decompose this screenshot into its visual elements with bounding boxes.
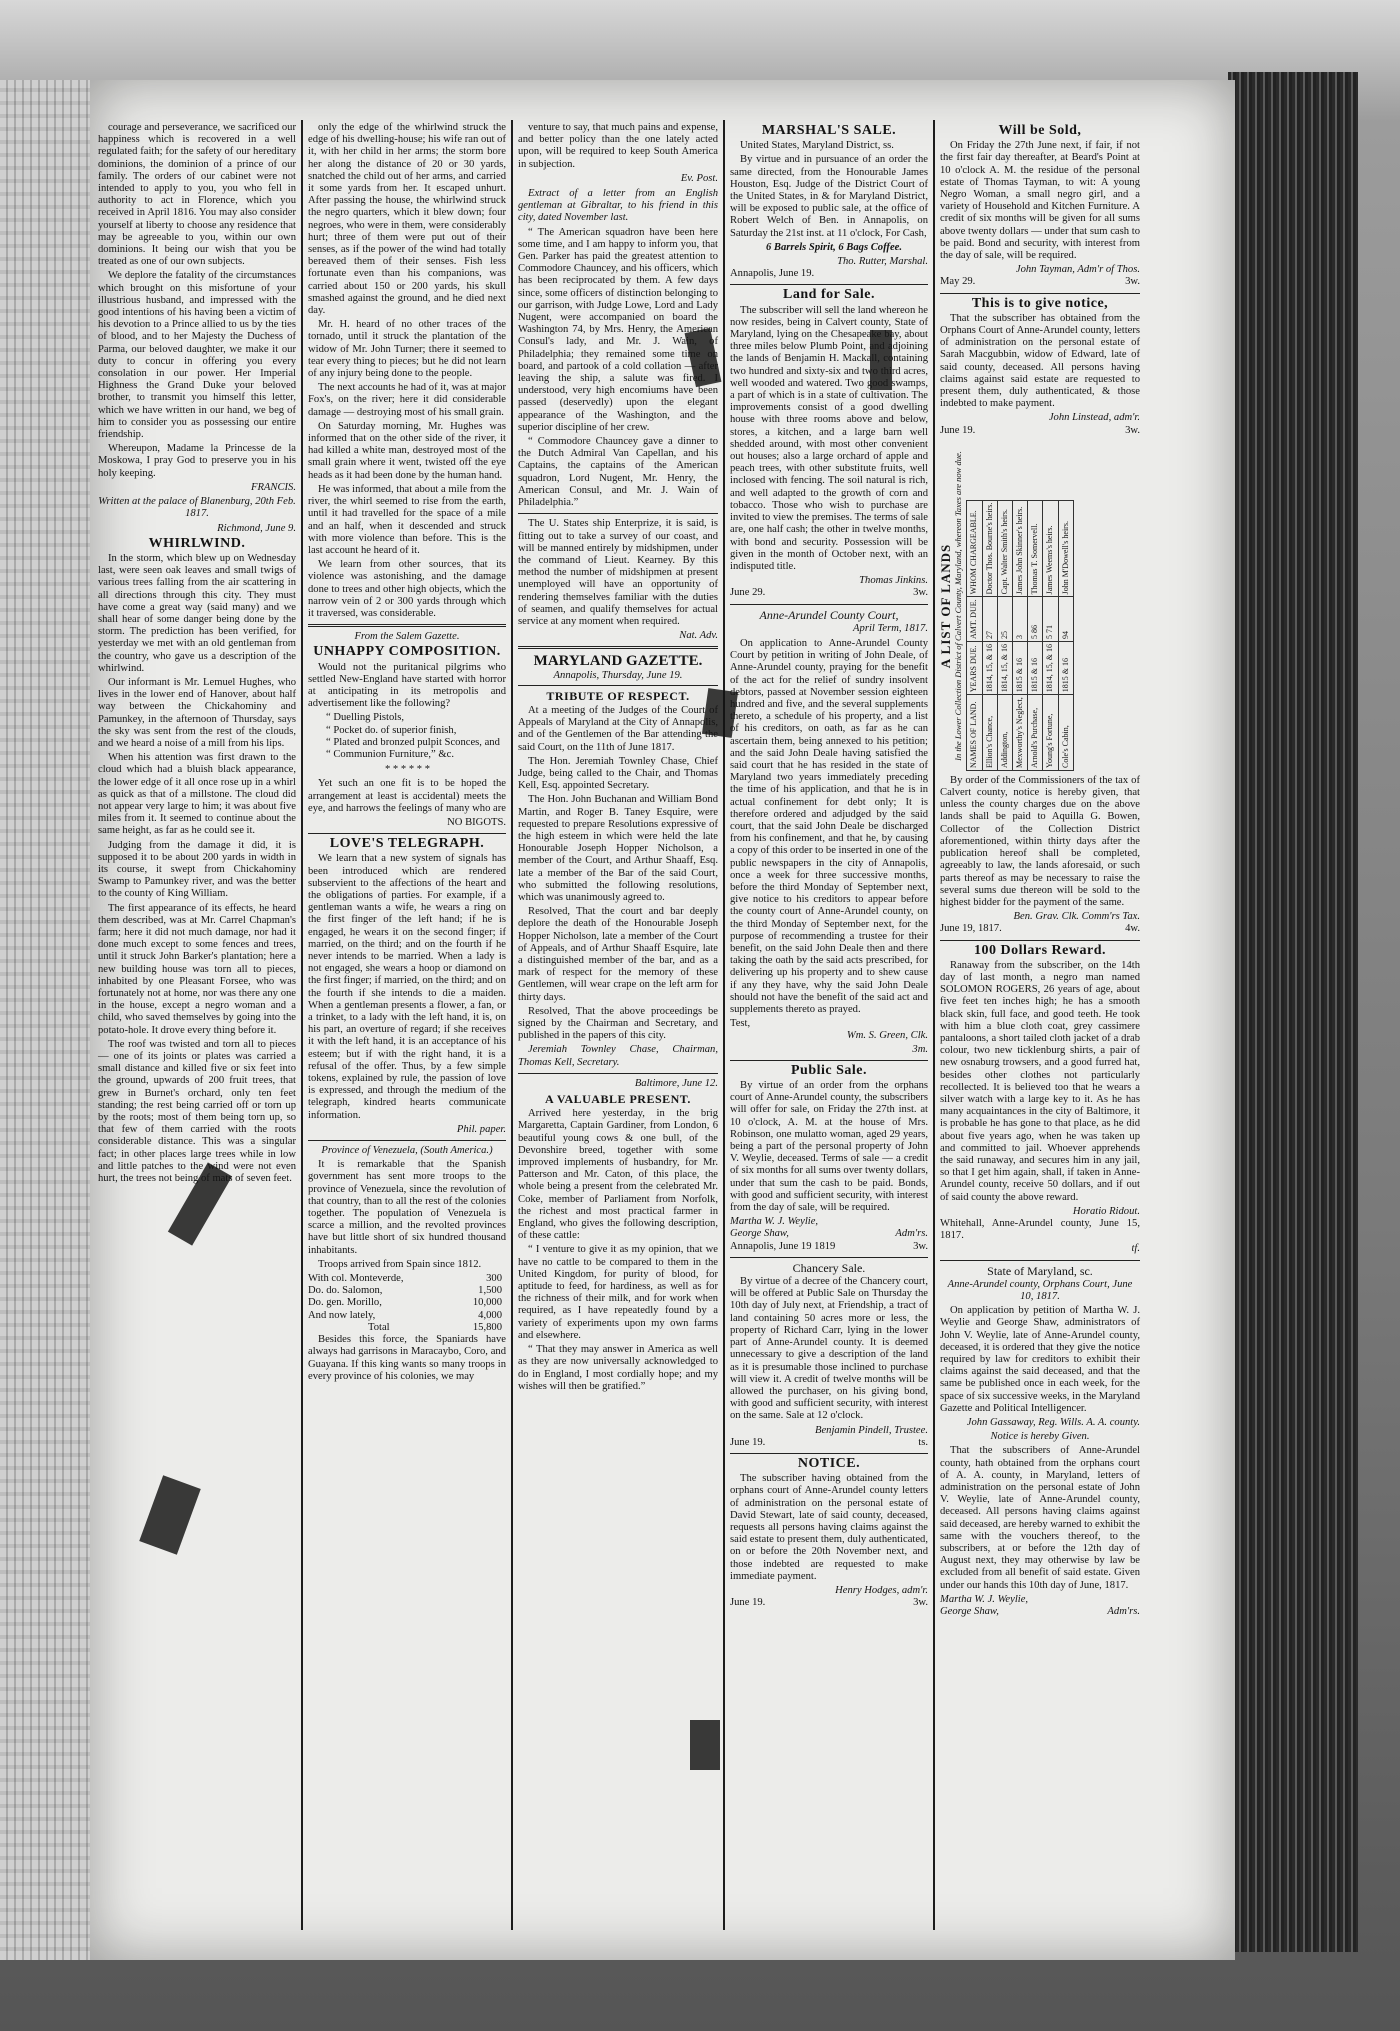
paragraph: That the subscriber has obtained from the Orphans Court of Anne-Arundel county, letters of administration on the personal estate of Sarah Macgubbin, widow of Edward, late of said county, deceased. All persons having claims against said estate are requested to present them, duly authenticated, & those indebted to make payment. [940,312,1140,410]
paragraph: He was informed, that about a mile from the river, the whirl seemed to rise from the earth, until it had travelled for the space of a mile and an half, when it descended and struck with more violence than before. This is the last account he heard of it. [308,483,506,556]
paragraph: On Saturday morning, Mr. Hughes was informed that on the other side of the river, it had killed a white man, destroyed most of the small grain where it went, twisted off the eye heads as it had been done by the human hand. [308,420,506,481]
signature: John Linstead, adm'r. [1048,412,1140,424]
quote-item: “ Duelling Pistols, [326,712,404,724]
advert-heading: 100 Dollars Reward. [974,942,1106,958]
paragraph: Troops arrived from Spain since 1812. [318,1258,482,1270]
paragraph: The next accounts he had of it, was at major Fox's, on the river; here it did considerable damage — destroying most of his small grain. [308,382,506,418]
stars: * * * * * * [384,764,430,776]
article-heading: UNHAPPY COMPOSITION. [313,644,501,660]
paragraph: On application by petition of Martha W. J. Weylie and George Shaw, administrators of John V. Weylie, late of Anne-Arundel county, deceased, it is ordered that they give the notice required by law for creditors to exhibit their claims against the said deceased, and that the same be published once in each week, for the space of six successive weeks, in the Maryland Gazette and Political Intelligencer. [940,1305,1140,1414]
paragraph: We learn that a new system of signals has been introduced which are rendered subservient to the affections of the heart and the obligations of parties. For example, if a gentleman wants a wife, he wears a ring on the first finger of the left hand; if he is engaged, he wears it on the second finger; if married, on the third; and on the fourth if he never intends to be married. When a lady is not engaged, she wears a hoop or diamond on the first finger; if married, on the third; and on the fourth if she intends to die a maiden. When a gentleman presents a flower, a fan, or a trinket, to a lady with the left hand, it is, on his part, an overture of regard; if she receives it with the left hand, it is an acceptance of his esteem; but if with the right hand, it is a refusal of the offer. Thus, by a few simple tokens, explained by rule, the passion of love is expressed, and through the medium of the telegraph, kindred hearts communicate information. [308,853,506,1121]
paragraph: By virtue of a decree of the Chancery court, will be offered at Public Sale on Thursday the 10th day of July next, at Friendship, a tract of land containing 50 acres more or less, the property of Richard Carr, lying in the lower part of Anne-Arundel county. It is deemed unnecessary to give a description of the land as it is presumable those inclined to purchase will view it. A credit of twelve months will be allowed the purchaser, on his giving bond, with good and sufficient security, with interest on the same. Sale at 12 o'clock. [730,1276,928,1422]
article-heading: WHIRLWIND. [148,535,246,551]
dateline: Baltimore, June 12. [634,1077,718,1089]
paragraph: only the edge of the whirlwind struck the edge of his dwelling-house; his wife ran out of it, with her child in her arms; the storm bore her along the distance of 20 or 30 yards, snatched the child out of her arms, and carried it some yards from her. It escaped unhurt. After passing the house, the whirlwind struck the negro quarters, which it blew down; four negroes, who were in them, were considerably hurt; three of them were put out of their senses, as if the power of the wind had totally bereaved them of their senses. Fish less fortunate even than his companions, was carried about 150 or 200 yards, his skull smashed against the ground, and he died next day. [308,122,506,317]
signature: Benjamin Pindell, Trustee. [815,1424,928,1436]
paragraph: Ranaway from the subscriber, on the 14th day of last month, a negro man named SOLOMON ROGERS, 26 years of age, about five feet ten inches high; he has a smooth black skin, full face, and good teeth. He took with him a blue cloth coat, grey cassimere pantaloons, a short tailed cloth jacket of a drab colour, two new ticklenburg shirts, a pair of new osnaburg trowsers, and a good furred hat, besides other clothes not particularly recollected. It is believed too that he wears a silver watch with a large key to it. As he has many acquaintances in the city of Baltimore, it is probable he has gone to that place, as he did about five years ago, when he was taken up and committed to jail. Whoever apprehends the said runaway, and secures him in any jail, so that I get him again, shall, if taken in Anne-Arundel county, receive 50 dollars, and if out of said county the above reward. [940,959,1140,1203]
term-line: April Term, 1817. [853,622,928,634]
paragraph: Yet such an one fit is to be hoped the arrangement at least is accidental) meets the eye, and harrows the feelings of many who are [308,778,506,814]
paragraph: On application to Anne-Arundel County Court by petition in writing of John Deale, of Anne-Arundel county, praying for the benefit of the act for the relief of sundry insolvent debtors, passed at November session eighteen hundred and five, and the several supplements thereto, a schedule of his property, and a list of his creditors, on oath, as far as he can ascertain them, being annexed to his petition; and the said John Deale having satisfied the said court that he has resided in the state of Maryland two years immediately preceding the time of his application, and that he is in actual confinement for debt only; It is therefore ordered and adjudged by the said court, that the said John Deale be discharged from his confinement, and that he, by causing a copy of this order to be inserted in one of the public newspapers in the city of Annapolis, once a week for three successive months, before the third Monday of September next, give notice to his creditors to appear before the county court of Anne-Arundel county, on the third Monday of September next, for the purpose of recommending a trustee for their benefit, on the said John Deale then and there taking the oath by the said acts prescribed, for delivering up his property and to shew cause if any they have, why the said John Deale should not have the benefit of the said act and supplements thereto as prayed. [730,637,928,1016]
source-line: Ev. Post. [680,172,718,184]
paragraph: Arrived here yesterday, in the brig Margaretta, Captain Gardiner, from London, 6 beautiful young cows & one bull, of the Devonshire breed, together with some improved implements of husbandry, for Mr. Patterson and Mr. Caton, of this place, the whole being a present from the celebrated Mr. Coke, member of Parliament from Norfolk, the richest and most practical farmer in England, who gives the following description, of these cattle: [518,1108,718,1242]
advert-heading: State of Maryland, sc. [987,1263,1093,1278]
paragraph: courage and perseverance, we sacrificed our happiness which is recovered in a well regulated faith; for the safety of our hereditary dominions, the dominion of a prince of our family. The orders of our cabinet were not intended to apply to you, you who fell in authority to act in Florence, which you received in April 1816. You may also consider yourself at liberty to choose any residence that may be agreeable to you, within our own dominions. It being our wish that you be treated as one of our own subjects. [98,122,296,268]
paragraph: “ Commodore Chauncey gave a dinner to the Dutch Admiral Van Capellan, and his Captains, the captains of the American squadron, Lord Nugent, Mr. Henry, the American Consul, and Mr. J. Wain of Philadelphia.” [518,436,718,509]
article-heading: TRIBUTE OF RESPECT. [546,688,690,703]
paragraph: We deplore the fatality of the circumstances which brought on this misfortune of your illustrious husband, and impressed with the good intentions of his having been a victim of his devotion to a Prince allied to us by the ties of blood, and to her Majesty the Duchess of Parma, our beloved daughter, we make it our duty to concur in offering you every consolation in our power. Her Imperial Highness the Grand Duke your beloved brother, to transmit you himself this letter, which we have written in our hand, we beg of him to consider you as possessing our entire friendship. [98,270,296,441]
sign-place: Written at the palace of Blanenburg, 20th Feb. 1817. [98,496,296,520]
newspaper-page [90,80,1235,1960]
column-5 [940,122,1140,1924]
signature: Thomas Jinkins. [859,575,928,587]
run-mark: 3m. [912,1043,928,1055]
paragraph: By order of the Commissioners of the tax of Calvert county, notice is hereby given, that unless the county charges due on the above lands shall be paid to Aquilla G. Bowen, Collector of the Collection District aforementioned, within thirty days after the publication hereof shall be completed, agreeably to law, the lands aforesaid, or such parts thereof as may be necessary to raise the several sums due thereon will be sold to the highest bidder for the payment of the same. [940,774,1140,908]
paragraph: By virtue and in pursuance of an order the same directed, from the Honourable James Houston, Esq. Judge of the District Court of the United States, in & for Maryland District, will be exposed to public sale, at the office of Robert Welch of Ben. in Annapolis, on Saturday the 21st inst. at 11 o'clock, For Cash, [730,154,928,239]
paragraph: The Hon. Jeremiah Townley Chase, Chief Judge, being called to the Chair, and Thomas Kell, Esq. appointed Secretary. [518,755,718,792]
column-rule [511,120,513,1930]
paragraph: That the subscribers of Anne-Arundel county, hath obtained from the orphans court of A. A. county, in Maryland, letters of administration on the personal estate of John V. Weylie, late of Anne-Arundel county, deceased. All persons having claims against said deceased, are hereby warned to exhibit the same with the vouchers thereof, to the subscribers, at or before the 12th day of August next, they may otherwise by law be excluded from all benefit of said estate. Given under our hands this 10th day of June, 1817. [940,1445,1141,1591]
paragraph: Our informant is Mr. Lemuel Hughes, who lives in the lower end of Hanover, about half way between the Chickahominy and Pamunkey, in the afternoon of Thursday, says the sky was sent from the rest of the clouds, and we heard a noise of a mill from his lips. [98,676,296,749]
troop-row: Do. gen. Morillo, 10,000 [308,1297,502,1309]
paragraph: By virtue of an order from the orphans court of Anne-Arundel county, the subscribers will offer for sale, on Friday the 27th inst. at 10 o'clock, A. M. at the house of Mrs. Robinson, one mulatto woman, aged 29 years, being a part of the personal property of John V. Weylie, deceased. Terms of sale — a credit of six months for all sums over twenty dollars, under that sum the cash to be paid. Bonds, with good and sufficient security, with interest from the day of sale, will be required. [730,1080,928,1214]
paragraph: It is remarkable that the Spanish government has sent more troops to the province of Venezuela, since the revolution of that country, than to all the rest of the colonies together. The population of Venezuela is scarce a million, and the revolted provinces have but little short of six hundred thousand inhabitants. [308,1159,506,1256]
paragraph: On Friday the 27th June next, if fair, if not the first fair day thereafter, at Beard's Point at 10 o'clock A. M. the residue of the personal estate of Thomas Tayman, to wit: A young Negro Woman, a small negro girl, and a variety of Household and Kitchen Furniture. A credit of six months will be given for all sums above twenty dollars — under that sum cash to be paid. Bond and security, with interest from the day of sale, will be required. [940,140,1140,262]
table-row: Addington, 1814, 15, & 16 25 Capt. Walter Smith's heirs. [997,500,1012,770]
advert-quote-list [326,712,506,761]
column-rule [723,120,725,1930]
quote-item: “ Communion Furniture,” &c. [326,748,454,760]
paragraph: Whereupon, Madame la Princesse de la Moskowa, I pray God to preserve you in his holy keeping. [98,443,296,479]
troop-row: Do. do. Salomon, 1,500 [308,1285,502,1297]
signature: Wm. S. Green, Clk. [846,1030,928,1042]
paragraph: “ The American squadron have been here some time, and I am happy to inform you, that Gen. Parker has paid the greatest attention to Commodore Chauncey, and his officers, which has been reciprocated by them. A few days since, some officers of distinction belonging to our garrison, with Judge Lowe, Lord and Lady Nugent, were accompanied on board the Washington 74, by Mrs. Henry, the American Consul's lady, and Mr. J. Wain, of Philadelphia; they remained some time on board, and partook of a cold collation — after leaving the ship, a salute was fired. I understood, very high encomiums have been passed (deservedly) upon the elegant appearance of the Washington, and the superior discipline of her crew. [518,226,718,433]
advert-heading: This is to give notice, [971,295,1109,311]
column-rule [933,120,935,1930]
signature: George Shaw, Adm'rs. [940,1606,1140,1618]
signature: Ben. Grav. Clk. Comm'rs Tax. [1013,911,1140,923]
paragraph: At a meeting of the Judges of the Court of Appeals of Maryland at the City of Annapolis, and of the Gentlemen of the Bar attending the said Court, on the 11th of June 1817. [518,704,718,753]
paragraph: The subscriber will sell the land whereon he now resides, being in Calvert county, State of Maryland, lying on the Chesapeake bay, about three miles below Plumb Point, and adjoining the lands of Benjamin H. Mackall, containing two hundred and sixty-six and two third acres, well wooded and watered. Two good swamps, a part of which is in a state of cultivation. The improvements consist of a good dwelling house with three rooms above and below, stores, a kitchen, and a large barn well shedded around, with most other convenient out houses; also a large orchard of apple and peach trees, with other substitute fruits, well inclosed with fencing. The soil natural is rich, and well adapted to the growth of corn and tobacco. Those who wish to purchase are invited to view the premises. The terms of sale are, one half cash; the other in twelve months, with bond and security. Possession will be given in the month of October next, with an indisputed title. [730,304,928,572]
paragraph: Resolved, That the above proceedings be signed by the Chairman and Secretary, and published in the papers of this city. [518,1005,718,1042]
dateline: Annapolis, June 19. [730,268,815,280]
advert-heading: Will be Sold, [998,123,1082,138]
ad-footer: Annapolis, June 19 1819 3w. [730,1240,928,1252]
paragraph: “ I venture to give it as my opinion, that we have no cattle to be compared to them in the United Kingdom, for purity of blood, for aptitude to feed, for hardiness, as well as for the richness of their milk, and for work when required, as I have repeatedly found by a variety of experiments upon my own farms and elsewhere. [518,1244,718,1341]
advert-heading: MARSHAL'S SALE. [761,123,897,138]
paragraph: The Hon. John Buchanan and William Bond Martin, and Roger B. Taney Esquire, were requested to prepare Resolutions expressive of the high esteem in which were held the late Honourable Joseph Hopper Nicholson, a member of the Court, and Arthur Shaaff, Esq. late a member of the Bar of the said Court, who submitted the following resolutions, which was unanimously agreed to. [518,794,718,903]
troop-row: And now lately, 4,000 [308,1309,502,1321]
dateline: Richmond, June 9. [217,522,296,534]
column-3 [518,122,718,1924]
paragraph: Besides this force, the Spaniards have always had garrisons in Maracaybo, Coro, and Guayana. If this king wants so many troops in every province of his colonies, we may [308,1334,506,1382]
table-row: Arnold's Purchase, 1815 & 16 5 86 Thomas T. Somervell. [1028,500,1043,770]
ad-footer: June 19. 3w. [940,424,1140,436]
paragraph: When his attention was first drawn to the cloud which had a bluish black appearance, the lower edge of it all once rose up in a whirl as quick as that of a millstone. The cloud did not appear very large to him; it was about five miles from it. It seemed to continue about the same height, as far as he could see it. [98,752,296,837]
paragraph: In the storm, which blew up on Wednesday last, were seen oak leaves and small twigs of various trees falling from the air scattering in all directions through this city. They must have come a great way (said many) and we shall hear of some danger being done by the storm. The prediction has been verified, for yesterday we met with an old gentleman from the country, who gave us a description of the whirlwind. [98,552,296,674]
column-4 [730,122,928,1924]
signature: Henry Hodges, adm'r. [835,1584,928,1596]
paragraph: “ That they may answer in America as well as they are now universally acknowledged to do in England, I most cordially hope; and my wishes will then be gratified.” [518,1344,718,1392]
paragraph: We learn from other sources, that its violence was astonishing, and the damage done to trees and other high objects, which the narrow vein of 2 or 300 yards through which it traversed, was considerable. [308,559,506,619]
signature: John Tayman, Adm'r of Thos. [1015,264,1140,276]
ad-footer: June 19, 1817. 4w. [940,923,1140,935]
source-line: From the Salem Gazette. [354,631,460,643]
article-heading: LOVE'S TELEGRAPH. [329,836,485,852]
extract-heading: Extract of a letter from an English gentleman at Gibraltar, to his friend in this city, dated November last. [518,188,718,224]
table-row: Ellion's Chance, 1814, 15, & 16 27 Doctor Thos. Bourne's heirs. [982,500,997,770]
signature: Martha W. J. Weylie, [940,1593,1029,1605]
signature: Horatio Ridout. [1072,1205,1140,1217]
paragraph: The subscriber having obtained from the orphans court of Anne-Arundel county letters of administration on the personal estate of David Stewart, late of said county, deceased, requests all persons having claims against the said estate to present them, duly authenticated, on or before the 20th November next, and those indebted are requested to make immediate payment. [730,1473,928,1582]
quote-item: “ Pocket do. of superior finish, [326,724,457,736]
land-list-subtitle: In the Lower Collection District of Calvert County, Maryland, whereon Taxes are now due. [953,451,964,761]
paragraph: The roof was twisted and torn all to pieces — one of its joints or plates was carried a small distance and killed five or six feet into the ground, upwards of 200 fruit trees, that grew in Burnet's orchard, only ten feet standing; the rest being carried off or torn up by the roots; most of them being torn up, so that few of them carried with the roots considerable distance. This was a singular fact; in other places large trees while in low and little patches to the wind were not even hurt, the trees not being of mats of seven feet. [98,1038,296,1185]
paragraph: The first appearance of its effects, he heard them described, was at Mr. Carrel Chapman's farm; here it did not much damage, nor had it done much except to some fences and trees, until it struck John Barker's plantation; here a new building house was torn all to pieces, inhabited by one Pleasant Forsee, who was fortunately not at home, nor was there any one in the house, except a negro woman and a child, who saved themselves by going into the potato-hole. It drove every thing before it. [98,902,296,1036]
land-list-rotated [940,441,1074,771]
place-line: Whitehall, Anne-Arundel county, June 15, 1817. [940,1217,1140,1242]
advert-heading: NOTICE. [797,1455,861,1471]
paragraph: Resolved, That the court and bar deeply deplore the death of the Honourable Joseph Hopper Nicholson, late a member of the Court of Appeals, and of Arthur Shaaff Esquire, late a distinguished member of the bar, and as a mark of respect for the memory of these Gentlemen, will wear crape on the left arm for thirty days. [518,906,718,1003]
source-line: Phil. paper. [456,1123,506,1135]
court-line: Anne-Arundel county, Orphans Court, June 10, 1817. [947,1278,1133,1302]
run-mark: tf. [1131,1243,1140,1255]
left-facing-page [0,80,96,1960]
signature: Martha W. J. Weylie, [730,1216,819,1228]
ad-footer: June 19. 3w. [730,1597,928,1609]
paragraph: Would not the puritanical pilgrims who settled New-England have started with horror at anticipating in its metropolis and advertisement like the following? [308,661,506,710]
land-list-box [940,441,1140,771]
paragraph: Mr. H. heard of no other traces of the tornado, until it struck the plantation of the widow of Mr. John Turner; there it seemed to tear every thing to pieces; but he did not learn of any injury being done to the people. [308,319,506,380]
land-list-title: A LIST OF LANDS [938,543,953,669]
troop-row: With col. Monteverde, 300 [308,1273,502,1285]
source-line: Nat. Adv. [679,630,718,642]
sale-items: 6 Barrels Spirit, 6 Bags Coffee. [765,241,903,253]
paragraph: venture to say, that much pains and expense, and better policy than the one lately acted upon, will be required to keep South America in subjection. [518,122,718,170]
test-line: Test, [730,1018,751,1030]
masthead: MARYLAND GAZETTE. [533,653,703,670]
article-heading: Province of Venezuela, (South America.) [321,1145,493,1157]
signature: NO BIGOTS. [447,816,506,828]
table-row: Young's Fortune, 1814, 15, & 16 5 71 James Weems's heirs. [1043,500,1058,770]
column-2 [308,122,506,1924]
table-row: Cole's Cabin, 1815 & 16 94 John M'Dowell's heirs. [1058,500,1073,770]
table-row: Mexworthy's Neglect, 1815 & 16 3 James John Skinner's heirs. [1013,500,1028,770]
paragraph: The U. States ship Enterprize, it is said, is fitting out to take a survey of our coast, and will be manned entirely by midshipmen, under the command of Lieut. Kearney. By this method the number of midshipmen at present unemployed will have an opportunity of rendering themselves familiar with the duties of seamen, and qualify themselves for actual service at any moment when required. [518,518,718,627]
notice-line: Notice is hereby Given. [990,1431,1090,1443]
quote-item: “ Plated and bronzed pulpit Sconces, and [326,736,500,748]
signature: George Shaw, Adm'rs. [730,1228,928,1240]
troop-total: Total 15,800 [368,1321,502,1333]
advert-heading: Land for Sale. [783,287,875,303]
paragraph: United States, Maryland District, ss. [740,140,894,152]
column-rule [301,120,303,1930]
table-header: NAMES OF LAND. YEARS DUE. AMT. DUE. WHOM CHARGEABLE. [967,500,982,770]
land-table [966,500,1073,771]
signature: Jeremiah Townley Chase, Chairman, Thomas Kell, Secretary. [518,1044,718,1068]
advert-heading: Chancery Sale. [792,1260,866,1275]
signature: FRANCIS. [250,481,296,493]
ad-footer: June 29. 3w. [730,587,928,599]
paragraph: Judging from the damage it did, it is supposed it to be about 200 yards in width in its course, it swept from Chickahominy Swamp to Pamunkey river, and was the better to the county of King William. [98,839,296,900]
column-1 [98,122,296,1924]
advert-heading: Public Sale. [790,1062,867,1078]
masthead-date: Annapolis, Thursday, June 19. [518,670,718,686]
book-spine-edge [1228,72,1358,1952]
advert-heading: Anne-Arundel County Court, [759,607,899,622]
signature: John Gassaway, Reg. Wills. A. A. county. [966,1417,1140,1429]
ad-footer: May 29. 3w. [940,276,1140,288]
signature: Tho. Rutter, Marshal. [837,256,928,268]
ad-footer: June 19. ts. [730,1436,928,1448]
article-heading: A VALUABLE PRESENT. [545,1092,691,1107]
